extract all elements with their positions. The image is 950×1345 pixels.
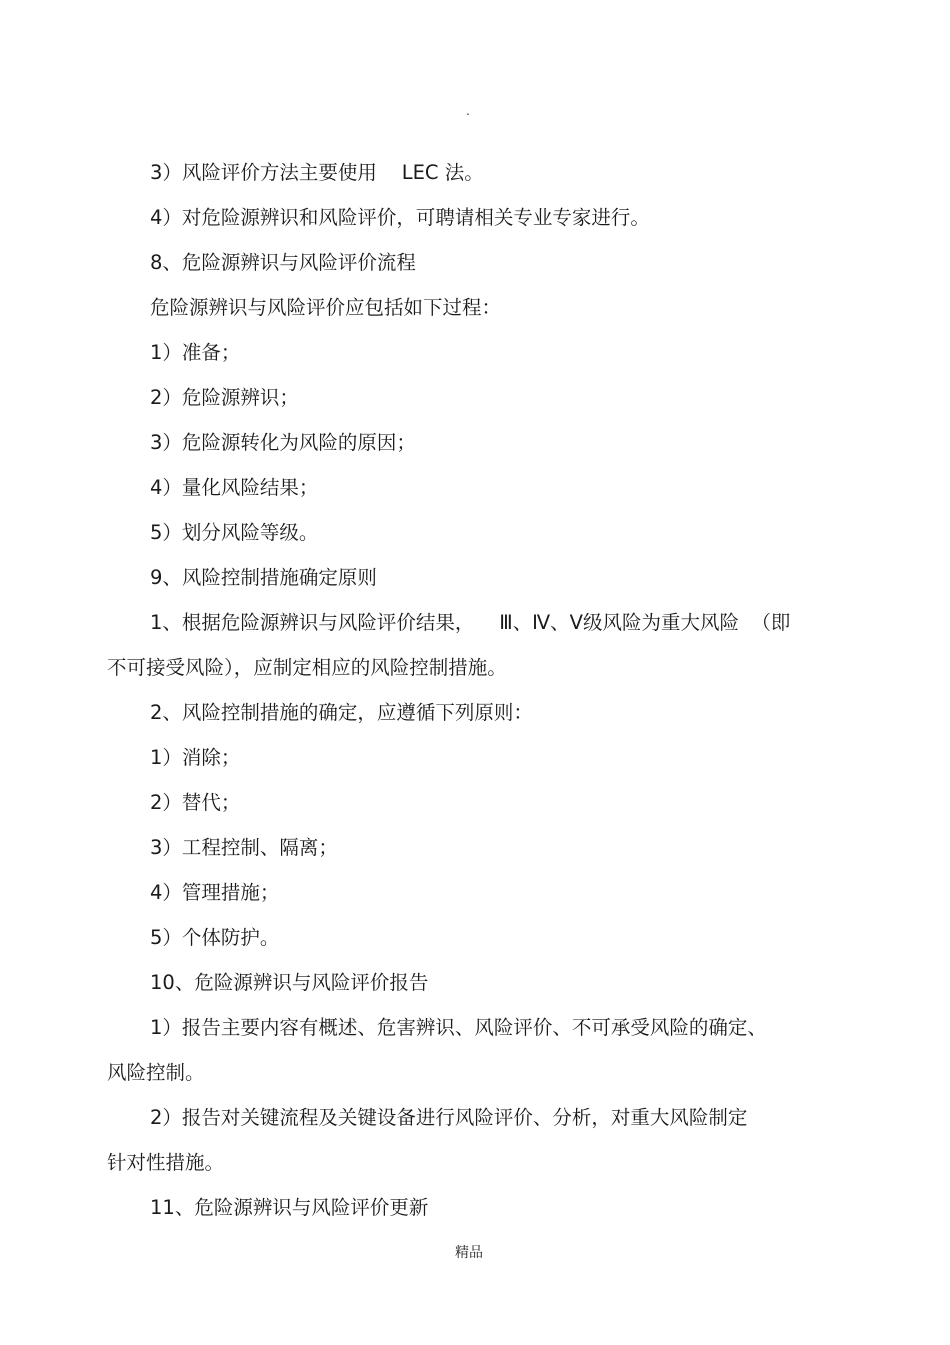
list-item: 3）工程控制、隔离； (150, 836, 338, 859)
body-line: 2）报告对关键流程及关键设备进行风险评价、分析，对重大风险制定 (150, 1106, 748, 1129)
section-heading: 8、危险源辨识与风险评价流程 (150, 251, 416, 274)
body-line-continued: 不可接受风险），应制定相应的风险控制措施。 (107, 656, 507, 679)
body-line: 1）报告主要内容有概述、危害辨识、风险评价、不可承受风险的确定、 (150, 1016, 767, 1039)
list-item: 4）量化风险结果； (150, 476, 319, 499)
list-item: 4）管理措施； (150, 881, 280, 904)
list-item: 2）替代； (150, 791, 241, 814)
list-item: 1）消除； (150, 746, 241, 769)
list-item: 5）划分风险等级。 (150, 521, 319, 544)
body-line: 4）对危险源辨识和风险评价，可聘请相关专业专家进行。 (150, 206, 650, 229)
body-line-continued: 风险控制。 (107, 1061, 205, 1084)
section-heading: 9、风险控制措施确定原则 (150, 566, 377, 589)
body-line: 3）风险评价方法主要使用 LEC 法。 (150, 161, 484, 184)
list-item: 3）危险源转化为风险的原因； (150, 431, 416, 454)
list-item: 1）准备； (150, 341, 241, 364)
body-line: 1、根据危险源辨识与风险评价结果， Ⅲ、Ⅳ、Ⅴ级风险为重大风险 （即 (150, 611, 791, 634)
section-heading: 10、危险源辨识与风险评价报告 (150, 971, 429, 994)
list-item: 2）危险源辨识； (150, 386, 299, 409)
body-line-continued: 针对性措施。 (107, 1151, 225, 1174)
footer-label: 精品 (455, 1245, 483, 1261)
section-heading: 11、危险源辨识与风险评价更新 (150, 1196, 429, 1219)
body-line: 2、风险控制措施的确定，应遵循下列原则： (150, 701, 533, 724)
list-item: 5）个体防护。 (150, 926, 280, 949)
body-line: 危险源辨识与风险评价应包括如下过程： (150, 296, 502, 319)
header-mark: . (466, 104, 470, 118)
